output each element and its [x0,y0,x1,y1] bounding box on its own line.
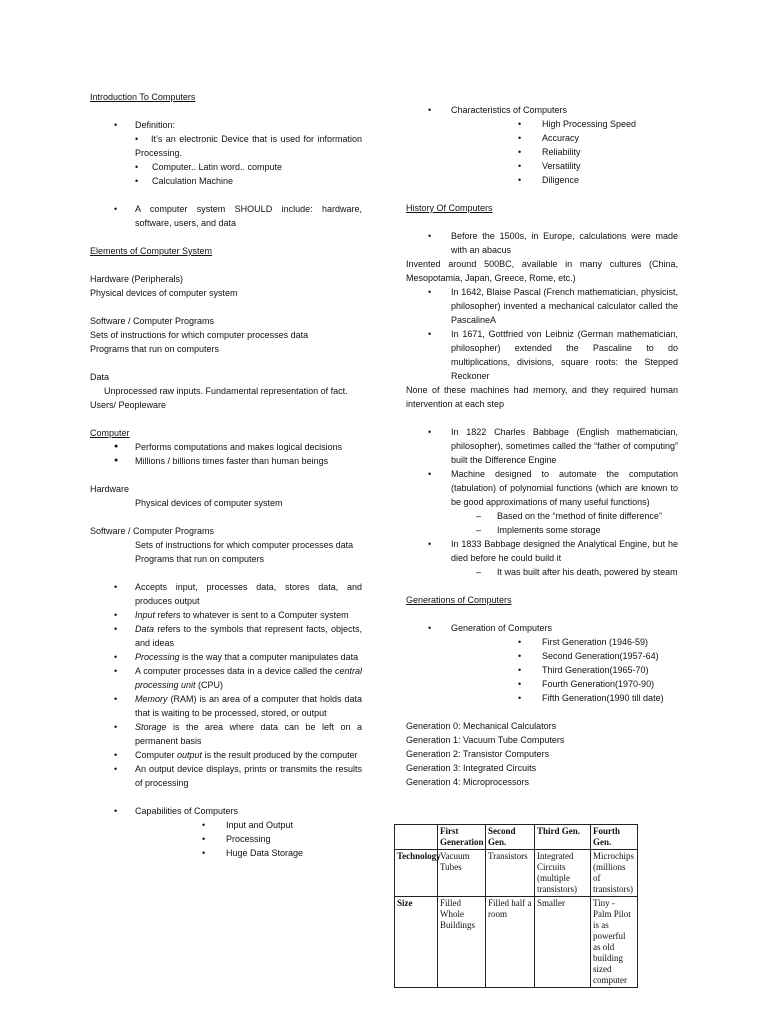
ipo-text-2: refers to whatever is sent to a Computer system [155,610,349,620]
history-text-1: Before the 1500s, in Europe, calculations were made with an abacus [451,231,678,255]
generation-text-2: Second Generation(1957-64) [542,651,659,661]
ipo-item-7 [90,720,362,748]
ipo-text-4: is the way that a computer manipulates data [179,652,359,662]
characteristic-text-5: Diligence [542,175,580,185]
generation-1 [406,635,678,649]
history-title: History Of Computers [406,203,493,213]
generation-4 [406,677,678,691]
history-item-4 [406,425,678,467]
capability-text-1: Input and Output [226,820,294,830]
bullet-marker: • [428,231,432,241]
generation-label: Generation of Computers [451,623,553,633]
table-cell: Integrated Circuits (multiple transistors) [535,850,591,897]
table-row-header: Size [395,897,438,988]
definition-item [90,118,362,132]
bullet-marker: • [114,624,118,634]
hardware2-desc: Physical devices of computer system [135,498,283,508]
characteristic-2 [406,131,678,145]
generation-text-5: Fifth Generation(1990 till date) [542,693,664,703]
ipo-item-8 [90,748,362,762]
history-text-2: In 1642, Blaise Pascal (French mathematician, physicist, philosopher) invented a mechanical calculator called the PascalineA [451,287,678,325]
ipo-item-4 [90,650,362,664]
definition-item-2 [90,160,362,174]
bullet-marker: • [202,820,206,830]
bullet-marker: • [135,162,139,172]
software2-desc-2: Programs that run on computers [135,554,265,564]
history-sub-5b [406,523,678,537]
gen4-line: Generation 4: Microprocessors [406,777,530,787]
capabilities-label: Capabilities of Computers [135,806,239,816]
ipo-text-3: refers to the symbols that represent facts, objects, and ideas [135,624,362,648]
ipo-term-processing: Processing [135,652,180,662]
dot-marker: ● [114,457,119,464]
ipo-item-3 [90,622,362,650]
history-text-3: In 1671, Gottfried von Leibniz (German mathematician, philosopher) extended the Pascaline to do multiplications, divisions, square roots: the Stepped Reckoner [451,329,678,381]
history-text-1b: Invented around 500BC, available in many cultures (China, Mesopotamia, Japan, Greece, Rome, etc.) [406,259,678,283]
generation-2 [406,649,678,663]
bullet-marker: • [518,665,522,675]
bullet-marker: • [518,119,522,129]
hardware-desc: Physical devices of computer system [90,288,238,298]
table-cell: Tiny - Palm Pilot is as powerful as old building sized computer [591,897,638,988]
definition-item-1 [90,132,362,160]
history-item-2 [406,285,678,327]
right-column [406,103,678,789]
computer-text-2: Millions / billions times faster than human beings [135,456,329,466]
history-sub-6a [406,565,678,579]
capability-3 [90,846,362,860]
characteristic-3 [406,145,678,159]
definition-label: Definition: [135,120,176,130]
capability-text-2: Processing [226,834,271,844]
ipo-item-1 [90,580,362,608]
bullet-marker: • [518,133,522,143]
ipo-text-5a: A computer processes data in a device called the [135,666,335,676]
gen1-line: Generation 1: Vacuum Tube Computers [406,735,565,745]
bullet-marker: • [114,764,118,774]
bullet-marker: • [428,287,432,297]
history-text-5: Machine designed to automate the computation (tabulation) of polynomial functions (which are known to be good approximations of many useful functions) [451,469,678,507]
generations-table [394,824,638,988]
table-cell: Filled Whole Buildings [438,897,486,988]
computer-item-1 [90,440,362,454]
table-header-cell: Fourth Gen. [591,825,638,850]
software-desc-1: Sets of instructions for which computer processes data [90,330,309,340]
table-row [395,850,638,897]
dash-marker: – [476,567,482,577]
bullet-marker: • [114,806,118,816]
ipo-item-9 [90,762,362,790]
history-item-6 [406,537,678,565]
ipo-term-input: Input [135,610,156,620]
table-header-row [395,825,638,850]
dash-marker: – [476,511,482,521]
capability-1 [90,818,362,832]
bullet-marker: • [135,134,139,144]
generation-5 [406,691,678,705]
data-desc: Unprocessed raw inputs. Fundamental representation of fact. [104,386,348,396]
table-header-cell: Second Gen. [486,825,535,850]
history-sub-text-5b: Implements some storage [497,525,601,535]
bullet-marker: • [518,147,522,157]
bullet-marker: • [518,637,522,647]
characteristic-text-1: High Processing Speed [542,119,637,129]
characteristic-4 [406,159,678,173]
capability-text-3: Huge Data Storage [226,848,304,858]
table-header-cell: Third Gen. [535,825,591,850]
bullet-marker: • [518,161,522,171]
characteristics-label: Characteristics of Computers [451,105,568,115]
bullet-marker: • [114,120,118,130]
table-cell: Filled half a room [486,897,535,988]
history-sub-text-6a: It was built after his death, powered by steam [497,567,678,577]
ipo-item-6 [90,692,362,720]
generation-item [406,621,678,635]
bullet-marker: • [518,651,522,661]
computer-item-2 [90,454,362,468]
software-desc-2: Programs that run on computers [90,344,220,354]
history-sub-5a [406,509,678,523]
bullet-marker: • [202,834,206,844]
system-should-text: A computer system SHOULD include: hardware, software, users, and data [135,204,362,228]
bullet-marker: • [428,539,432,549]
dash-marker: – [476,525,482,535]
table-header-cell [395,825,438,850]
bullet-marker: • [114,666,118,676]
bullet-marker: • [114,750,118,760]
software2-label: Software / Computer Programs [90,526,215,536]
history-item-1 [406,229,678,257]
generation-text-4: Fourth Generation(1970-90) [542,679,655,689]
hardware-label: Hardware (Peripherals) [90,274,184,284]
bullet-marker: • [114,722,118,732]
bullet-marker: • [428,105,432,115]
generation-3 [406,663,678,677]
intro-title: Introduction To Computers [90,92,196,102]
bullet-marker: • [518,679,522,689]
bullet-marker: • [518,175,522,185]
table-cell: Microchips (millions of transistors) [591,850,638,897]
table-row [395,897,638,988]
software2-desc-1: Sets of instructions for which computer processes data [135,540,354,550]
computer-text-1: Performs computations and makes logical decisions [135,442,343,452]
generation-text-1: First Generation (1946-59) [542,637,649,647]
definition-text-3: Calculation Machine [152,176,234,186]
users-label: Users/ Peopleware [90,400,167,410]
data-label: Data [90,372,110,382]
capability-2 [90,832,362,846]
characteristic-5 [406,173,678,187]
definition-text-1: It’s an electronic Device that is used for information Processing. [135,134,362,158]
ipo-text-6: (RAM) is an area of a computer that holds data that is waiting to be processed, stored, or output [135,694,362,718]
bullet-marker: • [428,329,432,339]
characteristic-text-4: Versatility [542,161,581,171]
history-text-3b: None of these machines had memory, and they required human intervention at each step [406,385,678,409]
history-item-3 [406,327,678,383]
bullet-marker: • [428,427,432,437]
characteristics-item [406,103,678,117]
table-cell: Vacuum Tubes [438,850,486,897]
bullet-marker: • [518,693,522,703]
ipo-text-5c: (CPU) [195,680,224,690]
gen2-line: Generation 2: Transistor Computers [406,749,550,759]
ipo-item-5 [90,664,362,692]
table-cell: Smaller [535,897,591,988]
capabilities-item [90,804,362,818]
computer-title: Computer [90,428,130,438]
dot-marker: ● [114,443,119,450]
elements-title: Elements of Computer System [90,246,213,256]
generations-title: Generations of Computers [406,595,512,605]
ipo-text-8c: is the result produced by the computer [202,750,358,760]
bullet-marker: • [114,694,118,704]
hardware2-label: Hardware [90,484,130,494]
characteristic-1 [406,117,678,131]
history-sub-text-5a: Based on the “method of finite difference” [497,511,662,521]
history-text-6: In 1833 Babbage designed the Analytical Engine, but he died before he could build it [451,539,678,563]
bullet-marker: • [428,469,432,479]
ipo-text-7: is the area where data can be left on a permanent basis [135,722,362,746]
system-should-item [90,202,362,230]
ipo-term-memory: Memory [135,694,168,704]
left-column [90,90,362,860]
ipo-term-storage: Storage [135,722,167,732]
ipo-text-8a: Computer [135,750,178,760]
bullet-marker: • [202,848,206,858]
gen3-line: Generation 3: Integrated Circuits [406,763,537,773]
ipo-text-9: An output device displays, prints or transmits the results of processing [135,764,362,788]
bullet-marker: • [114,582,118,592]
gen0-line: Generation 0: Mechanical Calculators [406,721,557,731]
ipo-term-data: Data [135,624,155,634]
characteristic-text-3: Reliability [542,147,581,157]
generation-text-3: Third Generation(1965-70) [542,665,649,675]
bullet-marker: • [114,652,118,662]
bullet-marker: • [428,623,432,633]
table-row-header: Technology [395,850,438,897]
bullet-marker: • [114,610,118,620]
history-text-4: In 1822 Charles Babbage (English mathematician, philosopher), sometimes called the “father of computing” built the Difference Engine [451,427,678,465]
table-cell: Transistors [486,850,535,897]
ipo-item-2 [90,608,362,622]
table-header-cell: First Generation [438,825,486,850]
characteristic-text-2: Accuracy [542,133,580,143]
ipo-term-output: output [177,750,203,760]
history-item-5 [406,467,678,509]
bullet-marker: • [135,176,139,186]
definition-item-3 [90,174,362,188]
ipo-term-cpu: central processing unit [135,666,362,690]
definition-text-2: Computer.. Latin word.. compute [152,162,283,172]
bullet-marker: • [114,204,118,214]
software-label: Software / Computer Programs [90,316,215,326]
ipo-text-1: Accepts input, processes data, stores data, and produces output [135,582,362,606]
